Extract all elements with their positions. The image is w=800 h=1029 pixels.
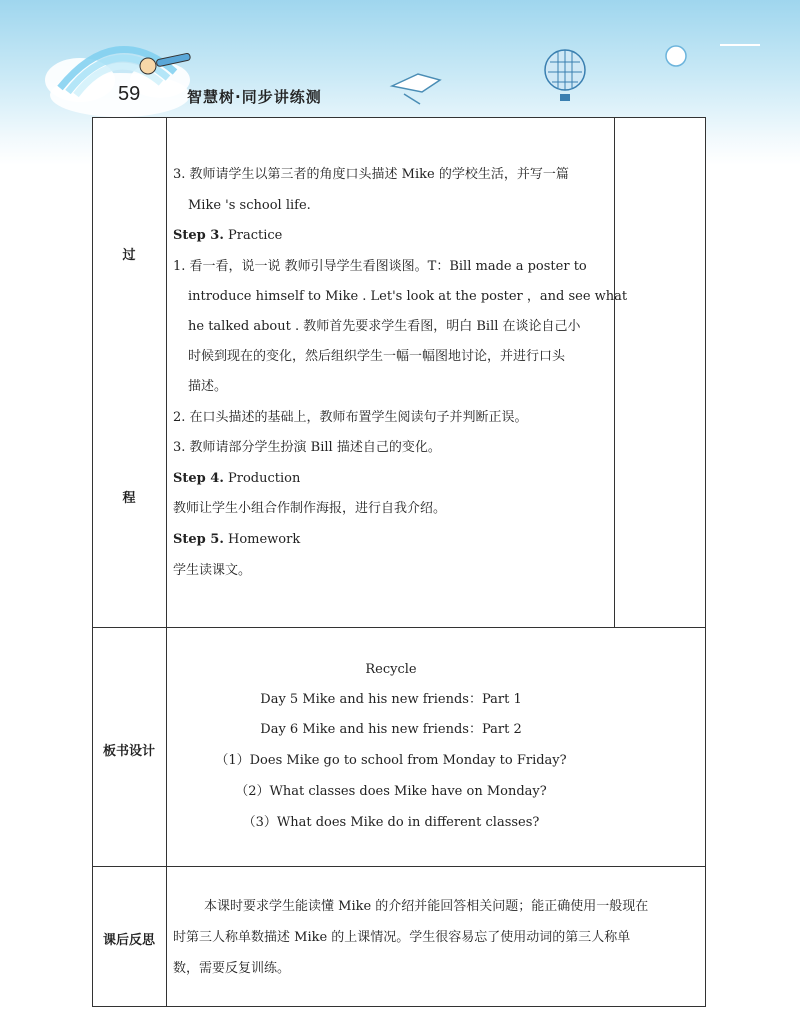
step-3-heading [173,226,282,246]
step-5-title: Homework [223,532,301,547]
reflection-line: 数，需要反复训练。 [173,961,291,976]
step-4-heading [173,469,300,489]
step-5-label: Step 5. [173,532,224,547]
process-line: introduce himself to Mike . Let's look at the poster ，and see what [188,289,628,304]
process-line: 时候到现在的变化，然后组织学生一幅一幅图地讨论，并进行口头 [188,349,566,364]
sun-circle-illustration [666,46,686,66]
hot-air-balloon-illustration [545,50,585,101]
board-line: （2）What classes does Mike have on Monday? [235,784,547,799]
book-title: 智慧树·同步讲练测 [187,88,322,106]
process-line: 描述。 [188,379,228,394]
board-line: Day 6 Mike and his new friends：Part 2 [260,722,522,737]
section-label-process-bottom: 程 [122,491,136,506]
board-line: Recycle [365,662,417,677]
table-divider [614,117,615,628]
section-label-reflection: 课后反思 [102,933,155,948]
process-line: 3. 教师请学生以第三者的角度口头描述 Mike 的学校生活，并写一篇 [173,167,569,182]
process-line: 教师让学生小组合作制作海报，进行自我介绍。 [173,501,447,516]
step-4-label: Step 4. [173,471,224,486]
section-label-board-design: 板书设计 [102,744,155,759]
table-divider [92,866,706,867]
process-line: 2. 在口头描述的基础上，教师布置学生阅读句子并判断正误。 [173,410,528,425]
step-3-label: Step 3. [173,228,224,243]
reflection-line: 时第三人称单数描述 Mike 的上课情况。学生很容易忘了使用动词的第三人称单 [173,930,631,945]
step-3-title: Practice [223,228,283,243]
board-line: （1）Does Mike go to school from Monday to Friday? [215,753,567,768]
process-line: 1. 看一看，说一说 教师引导学生看图谈图。T：Bill made a poster to [173,259,587,274]
step-5-heading [173,530,300,550]
process-line: 3. 教师请部分学生扮演 Bill 描述自己的变化。 [173,440,441,455]
process-line: Mike 's school life. [188,198,311,213]
board-line: （3）What does Mike do in different classes? [242,815,540,830]
process-line: he talked about . 教师首先要求学生看图，明白 Bill 在谈论自己小 [188,319,581,334]
page-number: 59 [118,83,141,105]
bird-illustration [392,74,440,104]
step-4-title: Production [223,471,301,486]
reflection-line: 本课时要求学生能读懂 Mike 的介绍并能回答相关问题；能正确使用一般现在 [204,899,649,914]
table-divider [92,627,706,628]
table-divider [166,117,167,1007]
section-label-process-top: 过 [122,248,136,263]
process-line: 学生读课文。 [173,563,252,578]
board-line: Day 5 Mike and his new friends：Part 1 [260,692,522,707]
